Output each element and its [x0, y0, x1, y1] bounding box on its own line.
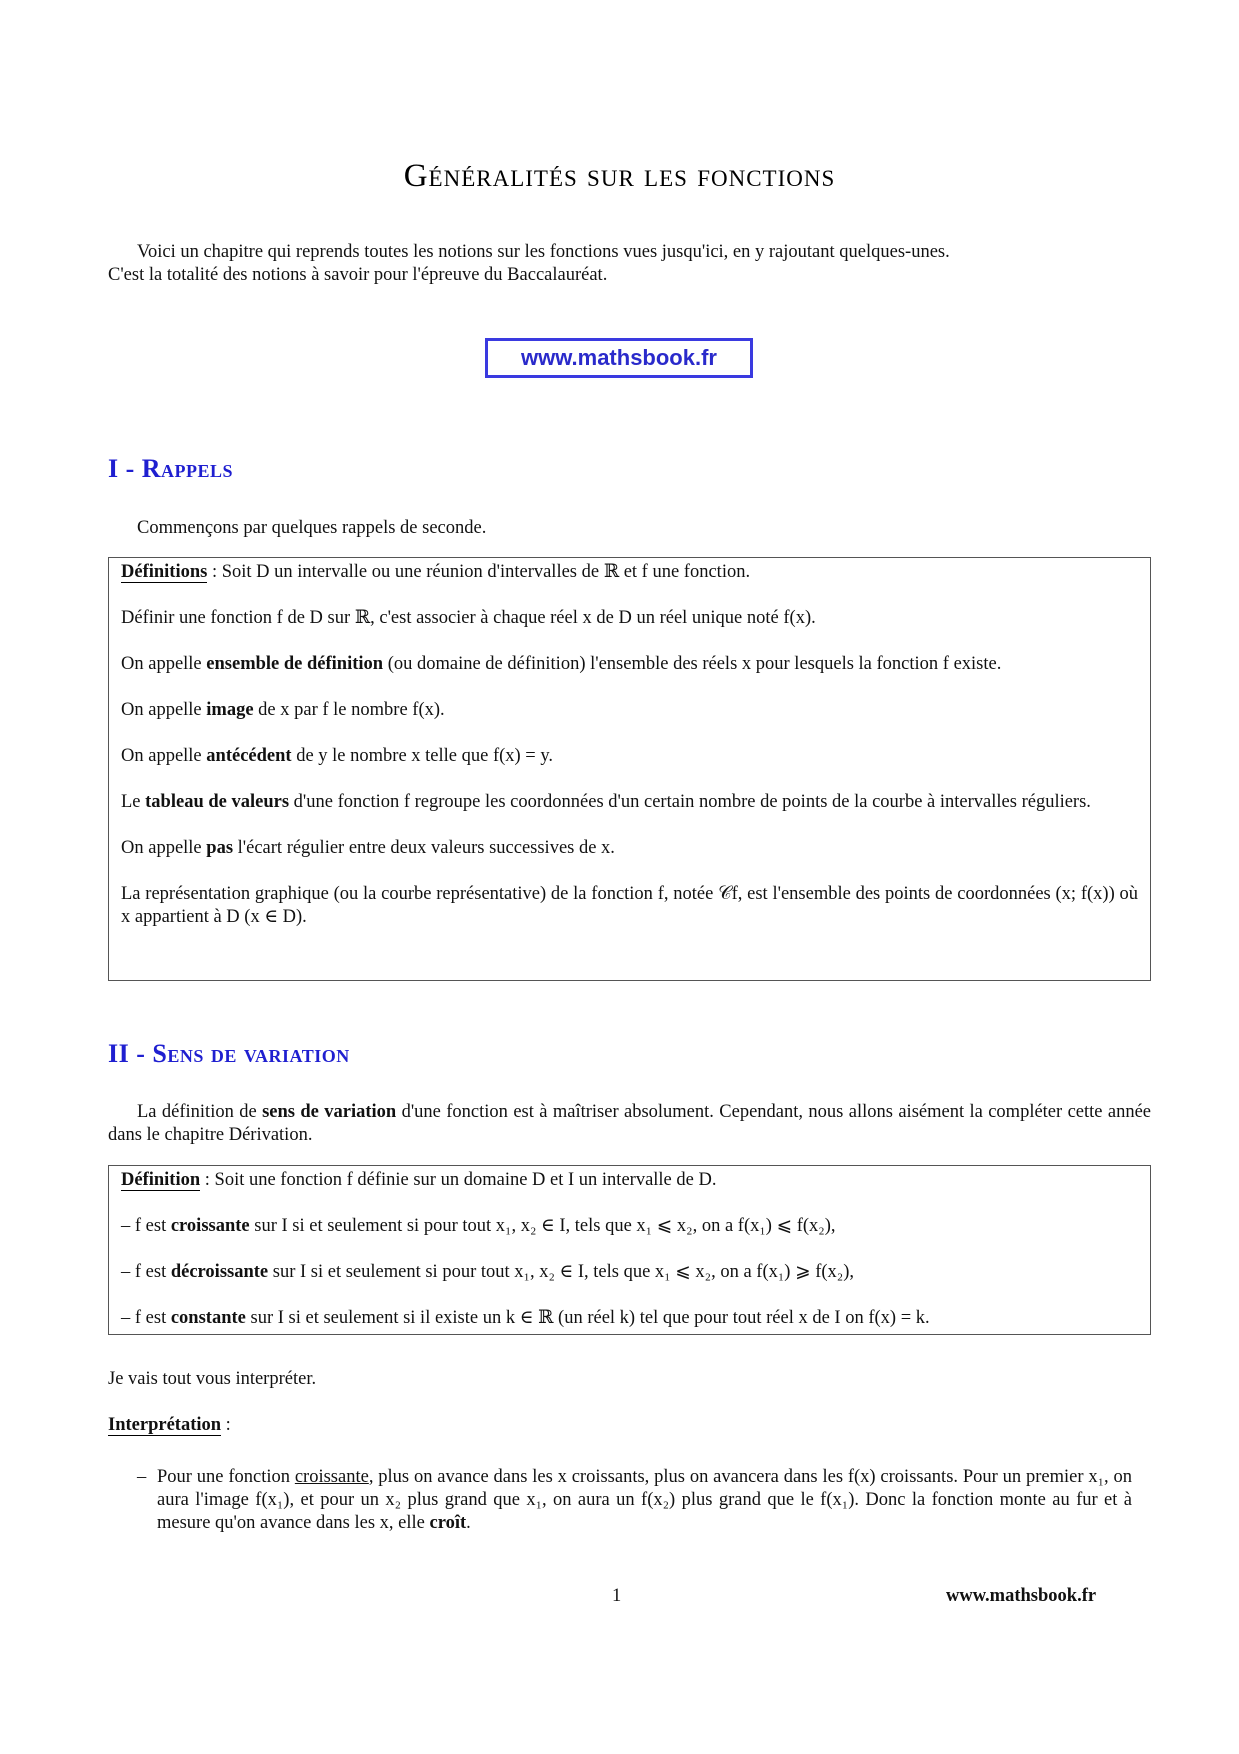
text: On appelle — [121, 654, 207, 674]
term-antecedent: antécédent — [206, 746, 292, 766]
intro-line-2: C'est la totalité des notions à savoir pour l'épreuve du Baccalauréat. — [108, 265, 608, 285]
term-variation: sens de variation — [262, 1102, 397, 1122]
footer-url[interactable]: www.mathsbook.fr — [946, 1586, 1097, 1606]
section-1-lead: Commençons par quelques rappels de seconde. — [137, 518, 487, 538]
text: d'une fonction est à maîtriser absolument. Cependant, nous allons aisément la compléter cette année dans le chapitre Dérivation. — [108, 1102, 1152, 1145]
text: . — [466, 1513, 471, 1533]
text: de x par f le nombre f(x). — [253, 700, 445, 720]
text: , plus on avance dans les x croissants, plus on avancera dans les f(x) croissants. Pour un premier x₁, on aura l'image f(x₁), et pour un x₂ plus grand que x₁, on aura un f(x₂) plus grand que le f(x₁). Donc la fonction monte au fur et à mesure qu'on avance dans les x, elle — [157, 1467, 1133, 1533]
definition-image — [121, 699, 1138, 722]
text: On appelle — [121, 838, 207, 858]
term-domain: ensemble de définition — [206, 654, 384, 674]
text: (ou domaine de définition) l'ensemble des réels x pour lesquels la fonction f existe. — [383, 654, 1002, 674]
definitions-box — [108, 557, 1151, 981]
variation-definition-box — [108, 1165, 1151, 1335]
definitions-intro-text: : Soit D un intervalle ou une réunion d'intervalles de ℝ et f une fonction. — [207, 562, 751, 582]
term-decreasing: décroissante — [170, 1262, 269, 1282]
definition-function: Définir une fonction f de D sur ℝ, c'est associer à chaque réel x de D un réel unique noté f(x). — [121, 608, 816, 628]
text: l'écart régulier entre deux valeurs successives de x. — [233, 838, 615, 858]
term-table: tableau de valeurs — [145, 792, 290, 812]
intro-line-1: Voici un chapitre qui reprends toutes les notions sur les fonctions vues jusqu'ici, en y rajoutant quelques-unes. — [137, 242, 950, 262]
definitions-heading: Définitions — [121, 562, 208, 582]
text: On appelle — [121, 746, 207, 766]
list-item — [137, 1466, 1132, 1535]
text: Le — [121, 792, 146, 812]
variation-definition-heading: Définition — [121, 1170, 201, 1190]
definition-antecedent — [121, 745, 1138, 768]
section-2-lead — [108, 1101, 1151, 1147]
definition-increasing — [121, 1215, 1138, 1238]
text: sur I si et seulement si pour tout x₁, x₂ ∈ I, tels que x₁ ⩽ x₂, on a f(x₁) ⩾ f(x₂), — [268, 1262, 855, 1282]
text: On appelle — [121, 700, 207, 720]
text: sur I si et seulement si pour tout x₁, x₂ ∈ I, tels que x₁ ⩽ x₂, on a f(x₁) ⩽ f(x₂), — [249, 1216, 836, 1236]
definition-table — [121, 791, 1138, 814]
term-step: pas — [206, 838, 234, 858]
text: : Soit une fonction f définie sur un domaine D et I un intervalle de D. — [200, 1170, 717, 1190]
list-dash: – — [137, 1467, 147, 1487]
term-image: image — [206, 700, 254, 720]
term-increasing-underlined: croissante — [294, 1467, 369, 1487]
definition-curve: La représentation graphique (ou la courbe représentative) de la fonction f, notée 𝒞f, est l'ensemble des points de coordonnées (x; f(x)) où x appartient à D (x ∈ D). — [121, 884, 1138, 927]
text: sur I si et seulement si il existe un k ∈ ℝ (un réel k) tel que pour tout réel x de I on f(x) = k. — [245, 1308, 930, 1328]
definition-step — [121, 837, 1138, 860]
intro-paragraph — [108, 241, 1151, 287]
page-title: Généralités sur les fonctions — [403, 158, 836, 194]
text: – f est — [121, 1216, 171, 1236]
definitions-intro — [121, 561, 1138, 584]
section-1-title: I - Rappels — [108, 454, 234, 483]
interpretation-heading: Interprétation — [108, 1415, 222, 1435]
text: – f est — [121, 1308, 171, 1328]
text: d'une fonction f regroupe les coordonnées d'un certain nombre de points de la courbe à intervalles réguliers. — [289, 792, 1091, 812]
text: – f est — [121, 1262, 171, 1282]
interpretation-label — [108, 1414, 1151, 1437]
definition-decreasing — [121, 1261, 1138, 1284]
term-grows: croît — [429, 1513, 467, 1533]
interpret-intro: Je vais tout vous interpréter. — [108, 1369, 317, 1389]
text: : — [221, 1415, 231, 1435]
term-constant: constante — [170, 1308, 246, 1328]
definition-constant — [121, 1307, 1138, 1330]
text: La définition de — [137, 1102, 263, 1122]
text: Pour une fonction — [157, 1467, 295, 1487]
section-2-title: II - Sens de variation — [108, 1039, 350, 1068]
site-logo-link[interactable]: www.mathsbook.fr — [485, 338, 753, 378]
term-increasing: croissante — [170, 1216, 250, 1236]
definition-domain — [121, 653, 1138, 676]
variation-definition-intro — [121, 1169, 1138, 1192]
page-number: 1 — [612, 1586, 622, 1606]
text: de y le nombre x telle que f(x) = y. — [291, 746, 554, 766]
interpretation-list — [137, 1466, 1132, 1535]
